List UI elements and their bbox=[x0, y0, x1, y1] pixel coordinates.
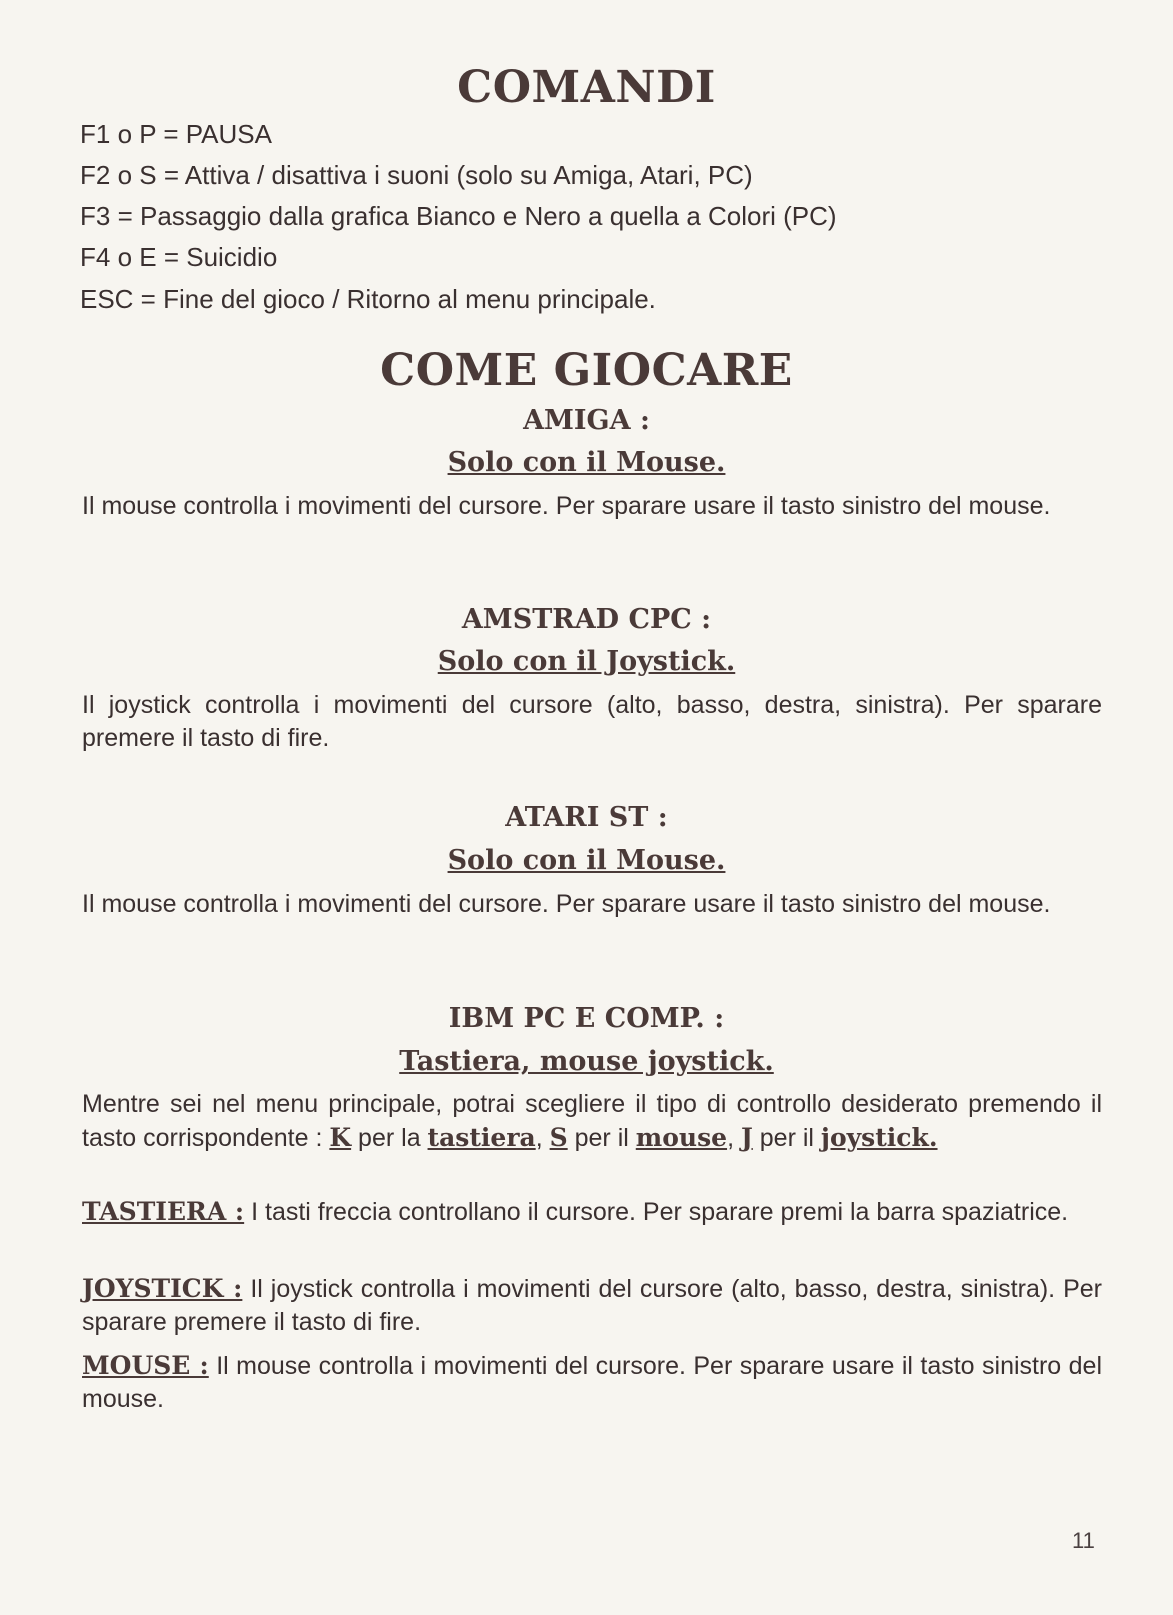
amstrad-text: Il joystick controlla i movimenti del cursore (alto, basso, destra, sinistra). Per sparare premere il tasto di fire. bbox=[82, 691, 1102, 752]
tastiera-label: TASTIERA : bbox=[82, 1197, 245, 1226]
ibm-intro-text: per il bbox=[752, 1124, 821, 1152]
command-line: F3 = Passaggio dalla grafica Bianco e Nero a quella a Colori (PC) bbox=[80, 201, 837, 231]
ibm-intro-text: , bbox=[727, 1124, 741, 1152]
command-line: F1 o P = PAUSA bbox=[80, 119, 272, 149]
command-line: F2 o S = Attiva / disattiva i suoni (solo su Amiga, Atari, PC) bbox=[80, 160, 753, 190]
key-s: S bbox=[549, 1123, 568, 1152]
atari-subheading: Solo con il Mouse. bbox=[447, 845, 726, 876]
page-number: 11 bbox=[1072, 1528, 1095, 1553]
key-j: J bbox=[740, 1123, 753, 1152]
word-mouse: mouse bbox=[635, 1123, 728, 1152]
amiga-subheading: Solo con il Mouse. bbox=[447, 447, 726, 478]
mouse-text: Il mouse controlla i movimenti del cursore. Per sparare usare il tasto sinistro del mouse. bbox=[82, 1352, 1102, 1413]
amiga-heading: AMIGA : bbox=[523, 405, 650, 436]
amstrad-subheading: Solo con il Joystick. bbox=[437, 646, 736, 677]
tastiera-paragraph bbox=[82, 1195, 1102, 1229]
ibm-intro bbox=[82, 1088, 1102, 1155]
word-joystick: joystick. bbox=[820, 1123, 938, 1152]
ibm-intro-text: , bbox=[535, 1124, 550, 1152]
atari-heading: ATARI ST : bbox=[505, 802, 668, 833]
amiga-text: Il mouse controlla i movimenti del cursore. Per sparare usare il tasto sinistro del mouse. bbox=[82, 492, 1051, 520]
tastiera-text: I tasti freccia controllano il cursore. Per sparare premi la barra spaziatrice. bbox=[244, 1198, 1069, 1226]
comandi-title: COMANDI bbox=[457, 62, 716, 113]
joystick-text: Il joystick controlla i movimenti del cursore (alto, basso, destra, sinistra). Per sparare premere il tasto di fire. bbox=[82, 1275, 1102, 1336]
command-line: F4 o E = Suicidio bbox=[80, 242, 278, 272]
word-tastiera: tastiera bbox=[427, 1123, 536, 1152]
atari-text: Il mouse controlla i movimenti del cursore. Per sparare usare il tasto sinistro del mouse. bbox=[82, 890, 1051, 918]
come-giocare-title: COME GIOCARE bbox=[380, 345, 793, 396]
ibm-subheading: Tastiera, mouse joystick. bbox=[399, 1046, 774, 1077]
ibm-intro-text: Mentre sei nel menu principale, potrai scegliere il tipo di controllo desiderato premendo il tasto corrispondente : bbox=[82, 1090, 1102, 1152]
command-line: ESC = Fine del gioco / Ritorno al menu principale. bbox=[80, 284, 656, 314]
ibm-heading: IBM PC E COMP. : bbox=[448, 1003, 725, 1034]
mouse-paragraph bbox=[82, 1349, 1102, 1416]
amstrad-heading: AMSTRAD CPC : bbox=[461, 604, 712, 635]
key-k: K bbox=[329, 1123, 352, 1152]
ibm-intro-text: per il bbox=[567, 1124, 636, 1152]
ibm-intro-text: per la bbox=[351, 1124, 428, 1152]
mouse-label: MOUSE : bbox=[82, 1351, 209, 1380]
joystick-paragraph bbox=[82, 1272, 1102, 1339]
joystick-label: JOYSTICK : bbox=[82, 1274, 243, 1303]
